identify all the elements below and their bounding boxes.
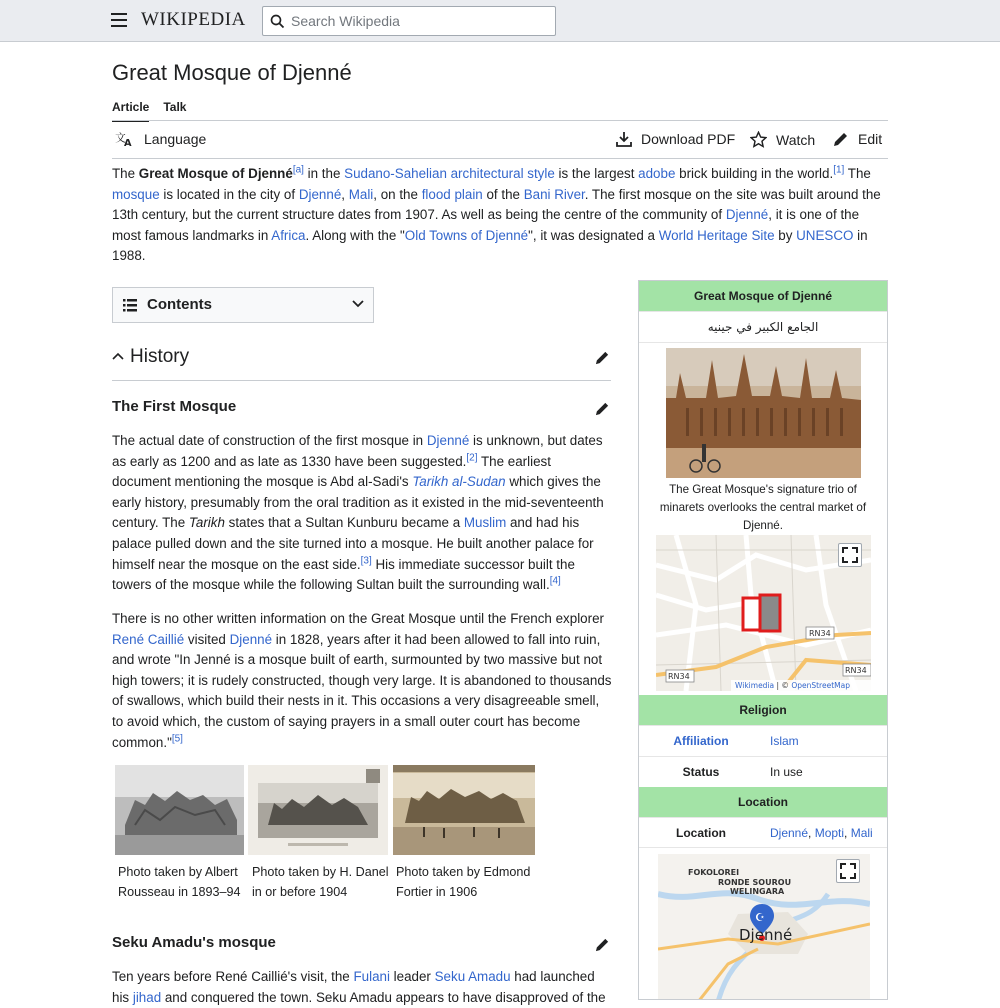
infobox-map2-row <box>639 847 887 1000</box>
tab-talk[interactable]: Talk <box>163 100 187 114</box>
site-header <box>0 0 1000 42</box>
edit-history-icon[interactable] <box>595 350 610 365</box>
intro-paragraph: The Great Mosque of Djenné[a] in the Sudano-Sahelian architectural style is the largest adobe brick building in the world.[1] The mosque is located in the city of Djenné, Mali, on the flood plain of the Bani River. The first mosque on the site was built around the 13th century, but the current structure dates from 1907. As well as being the centre of the community of Djenné, it is one of the most famous landmarks in Africa. Along with the "Old Towns of Djenné", it was designated a World Heritage Site by UNESCO in 1988. <box>112 164 881 264</box>
history-title: History <box>130 346 190 367</box>
first-mosque-paragraph-2: There is no other written information on the Great Mosque until the French explorer René Caillié visited Djenné in 1828, years after it had been allowed to fall into ruin, and wrote "In Jenné is a mosque built of earth, surmounted by two massive but not high towers; it is rudely constructed, though very large. It is abandoned to thousands of swallows, which build their nests in it. This occasions a very disagreeable smell, to avoid which, the custom of saying prayers in a small outer court has become common."[5] <box>112 611 612 750</box>
watch-button[interactable] <box>750 131 815 148</box>
edit-seku-icon[interactable] <box>595 937 610 952</box>
footnote-4[interactable]: [4] <box>549 575 561 587</box>
map2-label-ronde-sourou: RONDE SOUROU <box>718 878 792 887</box>
infobox-title: Great Mosque of Djenné <box>639 281 887 311</box>
language-button[interactable] <box>115 131 206 147</box>
link-mali[interactable]: Mali <box>348 186 374 202</box>
link-bani-river[interactable]: Bani River <box>523 186 585 202</box>
osm-link[interactable]: OpenStreetMap <box>791 681 850 690</box>
gallery-caption-3: Photo taken by Edmond Fortier in 1906 <box>396 865 531 899</box>
download-icon <box>616 131 632 147</box>
link-tarikh[interactable]: Tarikh al-Sudan <box>412 474 506 490</box>
footnote-3[interactable]: [3] <box>360 555 372 567</box>
download-label: Download PDF <box>641 131 736 147</box>
gallery-photo-danel[interactable] <box>248 765 388 855</box>
tab-article[interactable]: Article <box>112 100 149 122</box>
map-road-label-2: RN34 <box>845 666 867 675</box>
seku-amadu-heading: Seku Amadu's mosque <box>112 934 276 951</box>
link-world-heritage[interactable]: World Heritage Site <box>658 227 775 243</box>
status-key: Status <box>682 765 720 779</box>
map2-label-fokolorei: FOKOLOREI <box>688 868 740 877</box>
map2-fullscreen-button[interactable] <box>836 859 860 883</box>
page-tabs <box>112 98 200 121</box>
infobox-mosque-photo[interactable] <box>666 348 861 478</box>
chevron-up-icon <box>112 352 124 360</box>
wikipedia-logo[interactable]: WIKIPEDIA <box>141 9 246 30</box>
infobox-media <box>639 342 887 695</box>
gallery-caption-2: Photo taken by H. Danel in or before 1904 <box>252 865 389 899</box>
contents-toggle[interactable] <box>112 287 374 323</box>
link-jihad[interactable]: jihad <box>132 989 162 1005</box>
star-icon <box>750 131 767 148</box>
location-key: Location <box>676 826 726 840</box>
search-icon <box>270 14 285 29</box>
gallery-photo-fortier[interactable] <box>393 765 535 855</box>
fullscreen-icon <box>839 544 861 566</box>
link-muslim[interactable]: Muslim <box>463 515 507 531</box>
affiliation-row <box>639 725 887 756</box>
location-row: Location Djenné, Mopti, Mali <box>639 817 887 847</box>
map-road-label-3: RN34 <box>668 672 690 681</box>
footnote-1[interactable]: [1] <box>833 164 845 176</box>
location-djenne-link[interactable]: Djenné <box>770 826 809 840</box>
page-title: Great Mosque of Djenné <box>112 60 352 85</box>
map2-label-djenne: Djenné <box>739 926 793 944</box>
footnote-a[interactable]: [a] <box>292 164 304 176</box>
edit-label: Edit <box>858 131 883 147</box>
link-unesco[interactable]: UNESCO <box>796 227 854 243</box>
status-row <box>639 756 887 787</box>
link-djenne-3[interactable]: Djenné <box>426 433 470 448</box>
footnote-5[interactable]: [5] <box>171 733 183 745</box>
chevron-down-icon <box>352 300 364 308</box>
affiliation-key[interactable]: Affiliation <box>673 734 729 748</box>
location-mopti-link[interactable]: Mopti <box>814 826 845 840</box>
edit-first-mosque-icon[interactable] <box>595 401 610 416</box>
language-icon <box>115 131 133 147</box>
pencil-icon <box>833 131 849 147</box>
footnote-2[interactable]: [2] <box>466 452 478 464</box>
mosque-marker-icon: ☪ <box>755 911 765 924</box>
menu-icon[interactable] <box>111 13 127 27</box>
gallery-caption-1: Photo taken by Albert Rousseau in 1893–94 <box>118 865 241 899</box>
link-seku-amadu[interactable]: Seku Amadu <box>434 969 511 984</box>
map-road-label-1: RN34 <box>809 629 831 638</box>
link-fulani[interactable]: Fulani <box>353 969 390 984</box>
history-heading[interactable] <box>112 346 611 381</box>
gallery-photo-rousseau[interactable] <box>115 765 244 855</box>
watch-label: Watch <box>776 131 816 148</box>
language-label: Language <box>144 131 207 147</box>
link-flood-plain[interactable]: flood plain <box>421 186 483 202</box>
seku-paragraph-1: Ten years before René Caillié's visit, the Fulani leader Seku Amadu had launched his jihad and conquered the town. Seku Amadu appears to have disapproved of the <box>112 969 606 1005</box>
link-adobe[interactable]: adobe <box>638 166 676 181</box>
link-djenne-4[interactable]: Djenné <box>229 631 273 647</box>
first-mosque-paragraph-1: The actual date of construction of the first mosque in Djenné is unknown, but dates as early as 1200 and as late as 1330 have been suggested.[2] The earliest document mentioning the mosque is Abd al-Sadi's Tarikh al-Sudan which gives the early history, presumably from the oral tradition as it existed in the mid-seventeenth century. The Tarikh states that a Sultan Kunburu became a Muslim and had his palace pulled down and the site turned into a mosque. He built another palace for himself near the mosque on the east side.[3] His immediate successor built the towers of the mosque while the following Sultan built the surrounding wall.[4] <box>112 433 604 593</box>
page-toolbar <box>112 121 888 159</box>
link-rene-caillie[interactable]: René Caillié <box>112 631 185 647</box>
contents-label: Contents <box>147 296 212 313</box>
svg-text:Wikimedia | © OpenStreetMap: Wikimedia | © OpenStreetMap <box>735 681 850 690</box>
search-box[interactable] <box>262 6 556 36</box>
link-africa[interactable]: Africa <box>271 227 306 243</box>
map-fullscreen-button[interactable] <box>838 543 862 567</box>
link-old-towns[interactable]: Old Towns of Djenné <box>404 227 529 243</box>
infobox-caption: The Great Mosque's signature trio of minarets overlooks the central market of Djenné. <box>659 483 867 532</box>
link-djenne[interactable]: Djenné <box>298 186 342 202</box>
map2-label-welingara: WELINGARA <box>730 887 785 896</box>
location-header: Location <box>639 787 887 817</box>
svg-text:文: 文 <box>115 131 126 145</box>
search-input[interactable] <box>289 11 549 31</box>
list-icon <box>123 299 137 312</box>
wikimedia-link[interactable]: Wikimedia <box>735 681 775 690</box>
infobox-arabic-name: الجامع الكبير في جينيه <box>639 311 887 342</box>
link-mosque[interactable]: mosque <box>112 186 160 202</box>
infobox <box>638 280 888 1000</box>
svg-text:A: A <box>124 138 132 147</box>
status-value: In use <box>770 765 803 779</box>
first-mosque-heading: The First Mosque <box>112 398 237 415</box>
link-djenne-2[interactable]: Djenné <box>725 207 769 223</box>
fullscreen-icon-2 <box>837 860 859 882</box>
religion-header: Religion <box>639 695 887 725</box>
affiliation-value[interactable]: Islam <box>770 734 799 748</box>
download-pdf-button[interactable] <box>616 131 735 147</box>
location-mali-link[interactable]: Mali <box>850 826 873 840</box>
edit-button[interactable] <box>833 131 882 147</box>
link-sudano-sahelian[interactable]: Sudano-Sahelian architectural style <box>344 166 555 181</box>
